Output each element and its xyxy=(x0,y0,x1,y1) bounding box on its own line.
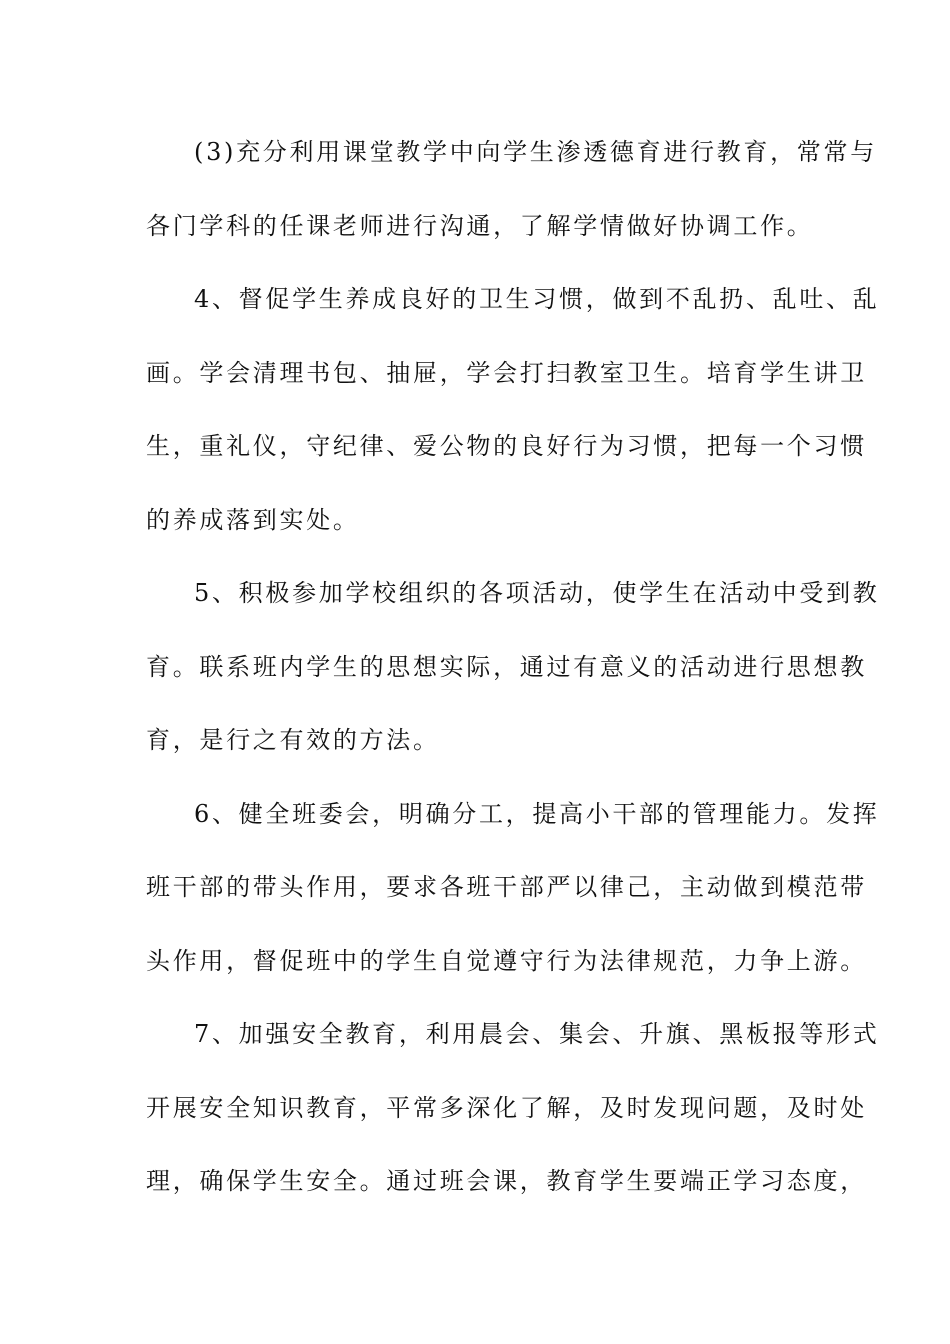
text-line: 的养成落到实处。 xyxy=(146,505,360,534)
text-line: 画。学会清理书包、抽屉，学会打扫教室卫生。培育学生讲卫 xyxy=(146,358,867,387)
text-line: 班干部的带头作用，要求各班干部严以律己，主动做到模范带 xyxy=(146,873,867,901)
text-line: 理，确保学生安全。通过班会课，教育学生要端正学习态度， xyxy=(146,1167,867,1195)
text-line: 6、健全班委会，明确分工，提高小干部的管理能力。发挥 xyxy=(194,799,880,828)
text-line: 各门学科的任课老师进行沟通，了解学情做好协调工作。 xyxy=(146,211,814,240)
text-line: 生，重礼仪，守纪律、爱公物的良好行为习惯，把每一个习惯 xyxy=(146,432,867,460)
text-line: 4、督促学生养成良好的卫生习惯，做到不乱扔、乱吐、乱 xyxy=(194,285,880,313)
text-line: 5、积极参加学校组织的各项活动，使学生在活动中受到教 xyxy=(194,579,880,607)
text-line: 头作用，督促班中的学生自觉遵守行为法律规范，力争上游。 xyxy=(146,946,867,975)
text-line: 开展安全知识教育，平常多深化了解，及时发现问题，及时处 xyxy=(146,1093,867,1122)
text-line: 7、加强安全教育，利用晨会、集会、升旗、黑板报等形式 xyxy=(194,1020,880,1048)
text-line: (3)充分利用课堂教学中向学生渗透德育进行教育，常常与 xyxy=(194,138,877,166)
text-line: 育，是行之有效的方法。 xyxy=(146,726,440,754)
text-line: 育。联系班内学生的思想实际，通过有意义的活动进行思想教 xyxy=(146,652,867,681)
document-body xyxy=(146,128,880,1231)
